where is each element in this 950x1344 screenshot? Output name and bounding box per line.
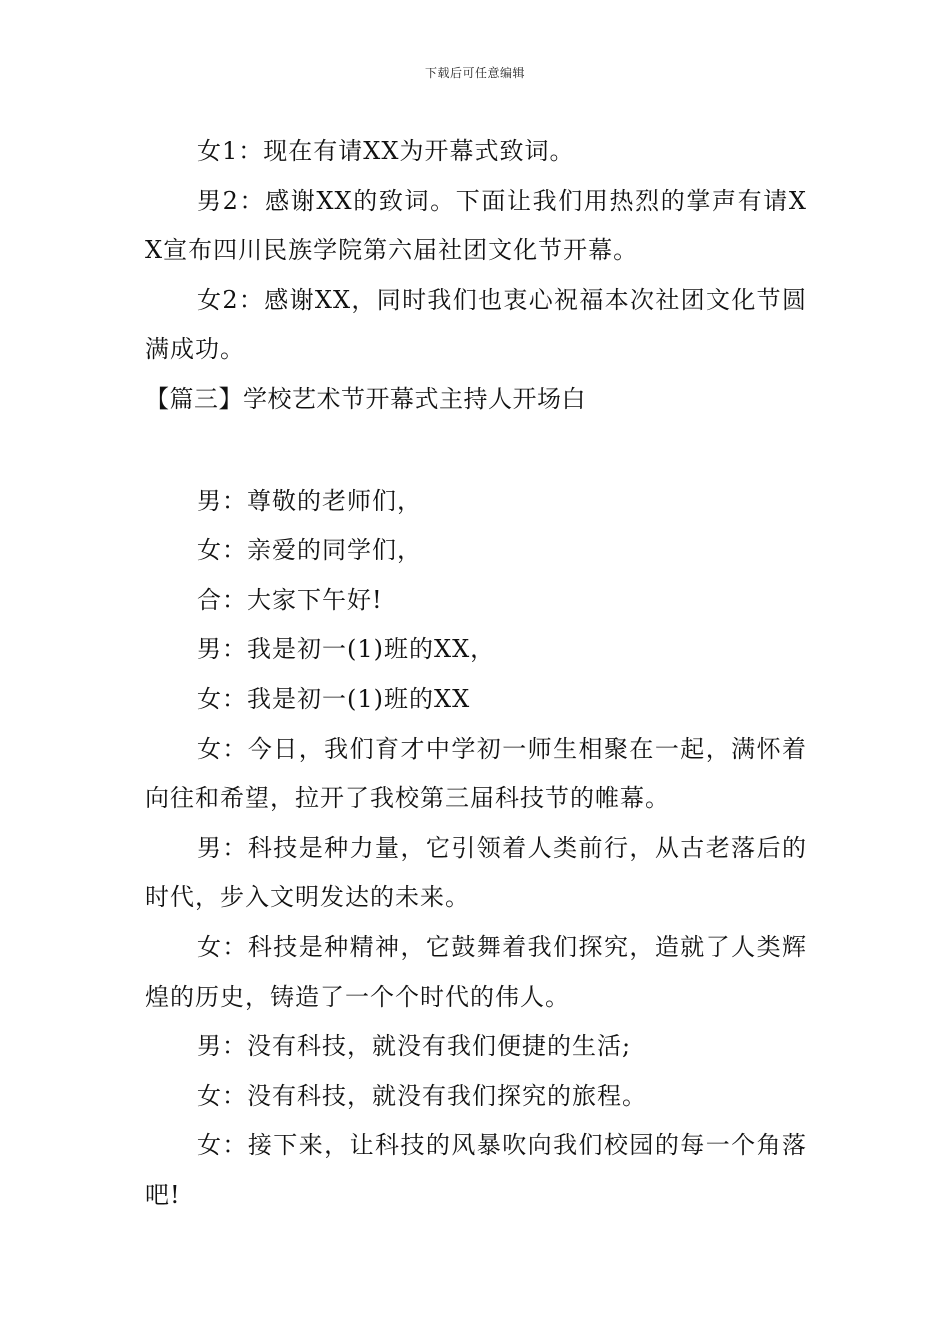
paragraph: 女：科技是种精神，它鼓舞着我们探究，造就了人类辉煌的历史，铸造了一个个时代的伟人。 bbox=[145, 932, 807, 1011]
paragraph: 女：我是初一(1)班的XX bbox=[197, 684, 471, 713]
paragraph: 女：接下来，让科技的风暴吹向我们校园的每一个角落吧! bbox=[145, 1131, 807, 1209]
paragraph: 女：今日，我们育才中学初一师生相聚在一起，满怀着向往和希望，拉开了我校第三届科技节的帷幕。 bbox=[145, 734, 807, 813]
paragraph: 合：大家下午好! bbox=[197, 585, 383, 614]
section-heading: 【篇三】学校艺术节开幕式主持人开场白 bbox=[145, 384, 586, 413]
page-header: 下载后可任意编辑 bbox=[424, 66, 525, 80]
paragraph: 男：尊敬的老师们， bbox=[197, 486, 422, 515]
paragraph: 男：没有科技，就没有我们便捷的生活; bbox=[197, 1032, 632, 1061]
paragraph: 女2：感谢XX，同时我们也衷心祝福本次社团文化节圆满成功。 bbox=[145, 285, 807, 364]
blank-line bbox=[145, 425, 807, 477]
paragraph: 女：没有科技，就没有我们探究的旅程。 bbox=[197, 1081, 647, 1110]
paragraph: 女1：现在有请XX为开幕式致词。 bbox=[197, 137, 575, 165]
paragraph: 女：亲爱的同学们， bbox=[197, 536, 422, 565]
document-body bbox=[145, 127, 807, 1220]
paragraph: 男：我是初一(1)班的XX， bbox=[197, 635, 496, 664]
paragraph: 男：科技是种力量，它引领着人类前行，从古老落后的时代，步入文明发达的未来。 bbox=[145, 833, 807, 912]
paragraph: 男2：感谢XX的致词。下面让我们用热烈的掌声有请XX宣布四川民族学院第六届社团文化节开幕。 bbox=[145, 186, 807, 265]
